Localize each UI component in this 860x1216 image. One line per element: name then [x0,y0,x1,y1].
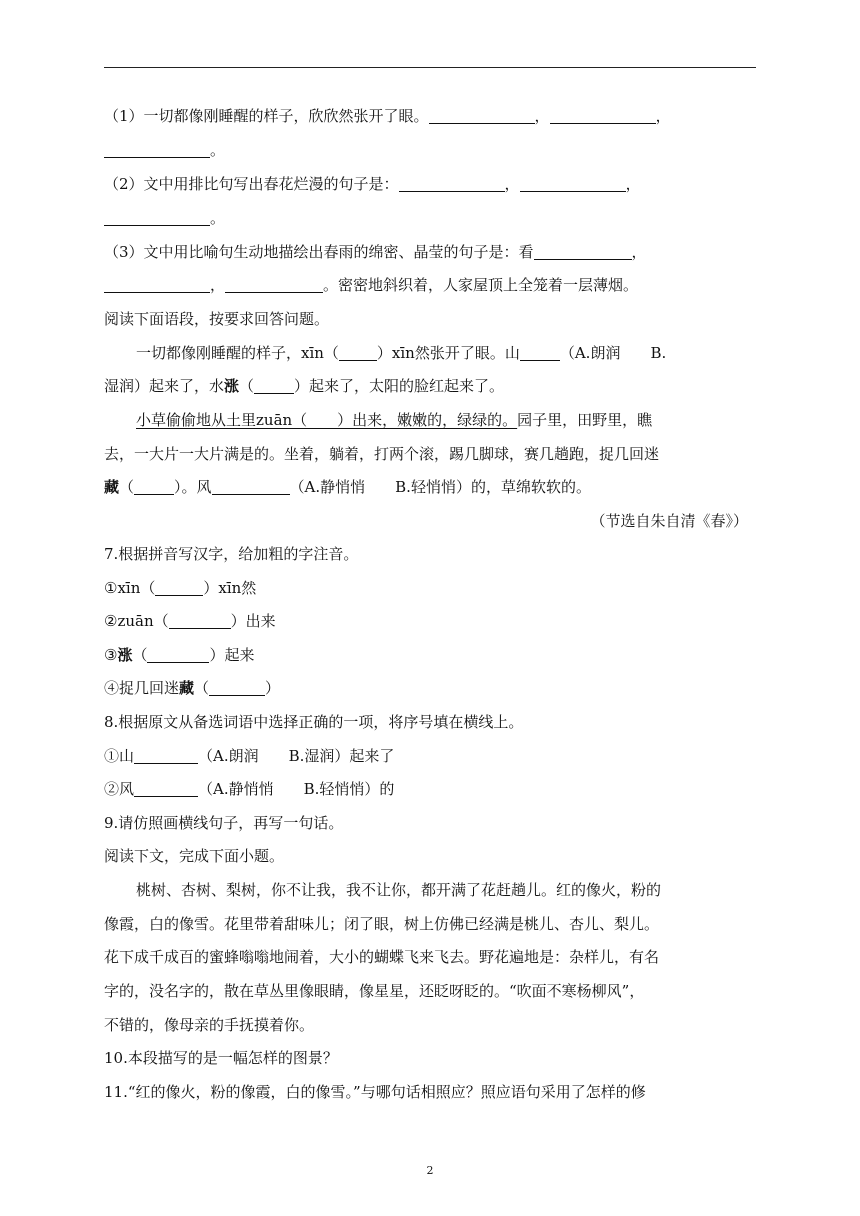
answer-blank[interactable] [212,478,290,495]
passage-2-line-4: 字的，没名字的，散在草丛里像眼睛，像星星，还眨呀眨的。“吹面不寒杨柳风”， [104,982,645,1000]
question-10-title: 10.本段描写的是一幅怎样的图景？ [104,1049,338,1067]
header-rule [104,67,756,68]
answer-blank[interactable] [520,175,626,192]
question-7-item-4: ④捉几回迷藏（ ） [104,679,281,697]
passage-1-line-2: 湿润）起来了，水涨（ ）起来了，太阳的脸红起来了。 [104,377,505,395]
passage-1-line-3: 小草偷偷地从土里zuān（ ）出来，嫩嫩的，绿绿的。园子里，田野里，瞧 [136,411,653,429]
answer-blank[interactable] [225,276,323,293]
question-7-item-3: ③涨（ ）起来 [104,646,255,664]
answer-blank[interactable] [155,579,203,596]
passage-1-line-1: 一切都像刚睡醒的样子，xīn（ ）xīn然张开了眼。山 （A.朗润 B. [136,344,667,362]
passage-1-line-5: 藏（ ）。风 （A.静悄悄 B.轻悄悄）的，草绵软软的。 [104,478,591,496]
reading-2-instruction: 阅读下文，完成下面小题。 [104,847,285,865]
question-8-item-1: ①山 （A.朗润 B.湿润）起来了 [104,747,395,765]
question-3-line-2: ， 。密密地斜织着，人家屋顶上全笼着一层薄烟。 [104,275,764,295]
answer-blank[interactable] [104,276,210,293]
question-2-line-2: 。 [104,208,764,228]
answer-blank[interactable] [429,107,535,124]
passage-1-line-4: 去，一大片一大片满是的。坐着，躺着，打两个滚，踢几脚球，赛几趟跑，捉几回迷 [104,445,660,463]
question-3-line: （3）文中用比喻句生动地描绘出春雨的绵密、晶莹的句子是：看 ， [104,243,647,261]
passage-source: （节选自朱自清《春》） [590,512,748,530]
answer-blank[interactable] [209,679,265,696]
passage-2-line-3: 花下成千成百的蜜蜂嗡嗡地闹着，大小的蝴蝶飞来飞去。野花遍地是：杂样儿，有名 [104,948,660,966]
question-1-line: （1）一切都像刚睡醒的样子，欣欣然张开了眼。 ， ， [104,107,671,125]
reading-1-instruction: 阅读下面语段，按要求回答问题。 [104,310,330,328]
passage-2-line-2: 像霞，白的像雪。花里带着甜味儿；闭了眼，树上仿佛已经满是桃儿、杏儿、梨儿。 [104,915,660,933]
answer-blank[interactable] [104,209,210,226]
passage-2-line-1: 桃树、杏树、梨树，你不让我，我不让你，都开满了花赶趟儿。红的像火，粉的 [136,881,662,899]
answer-blank[interactable] [104,141,210,158]
question-9-title: 9.请仿照画横线句子，再写一句话。 [104,814,344,832]
answer-blank[interactable] [399,175,505,192]
question-2-line: （2）文中用排比句写出春花烂漫的句子是： ， ， [104,175,641,193]
passage-2-line-5: 不错的，像母亲的手抚摸着你。 [104,1016,315,1034]
underlined-sentence: 小草偷偷地从土里zuān（ ）出来，嫩嫩的，绿绿的。 [136,411,518,429]
answer-blank[interactable] [339,344,377,361]
answer-blank[interactable] [254,377,294,394]
answer-blank[interactable] [134,780,198,797]
answer-blank[interactable] [134,478,174,495]
question-7-title: 7.根据拼音写汉字，给加粗的字注音。 [104,545,359,563]
answer-blank[interactable] [550,107,656,124]
question-7-item-2: ②zuān（ ）出来 [104,612,276,630]
answer-blank[interactable] [520,344,560,361]
answer-blank[interactable] [534,243,632,260]
question-8-title: 8.根据原文从备选词语中选择正确的一项，将序号填在横线上。 [104,713,524,731]
question-8-item-2: ②风 （A.静悄悄 B.轻悄悄）的 [104,780,395,798]
answer-blank[interactable] [134,747,198,764]
question-11-title: 11.“红的像火，粉的像霞，白的像雪。”与哪句话相照应？照应语句采用了怎样的修 [104,1083,646,1101]
question-1-line-2: 。 [104,140,764,160]
page-number: 2 [426,1164,434,1177]
question-7-item-1: ①xīn（ ）xīn然 [104,579,257,597]
answer-blank[interactable] [169,612,231,629]
answer-blank[interactable] [147,646,209,663]
